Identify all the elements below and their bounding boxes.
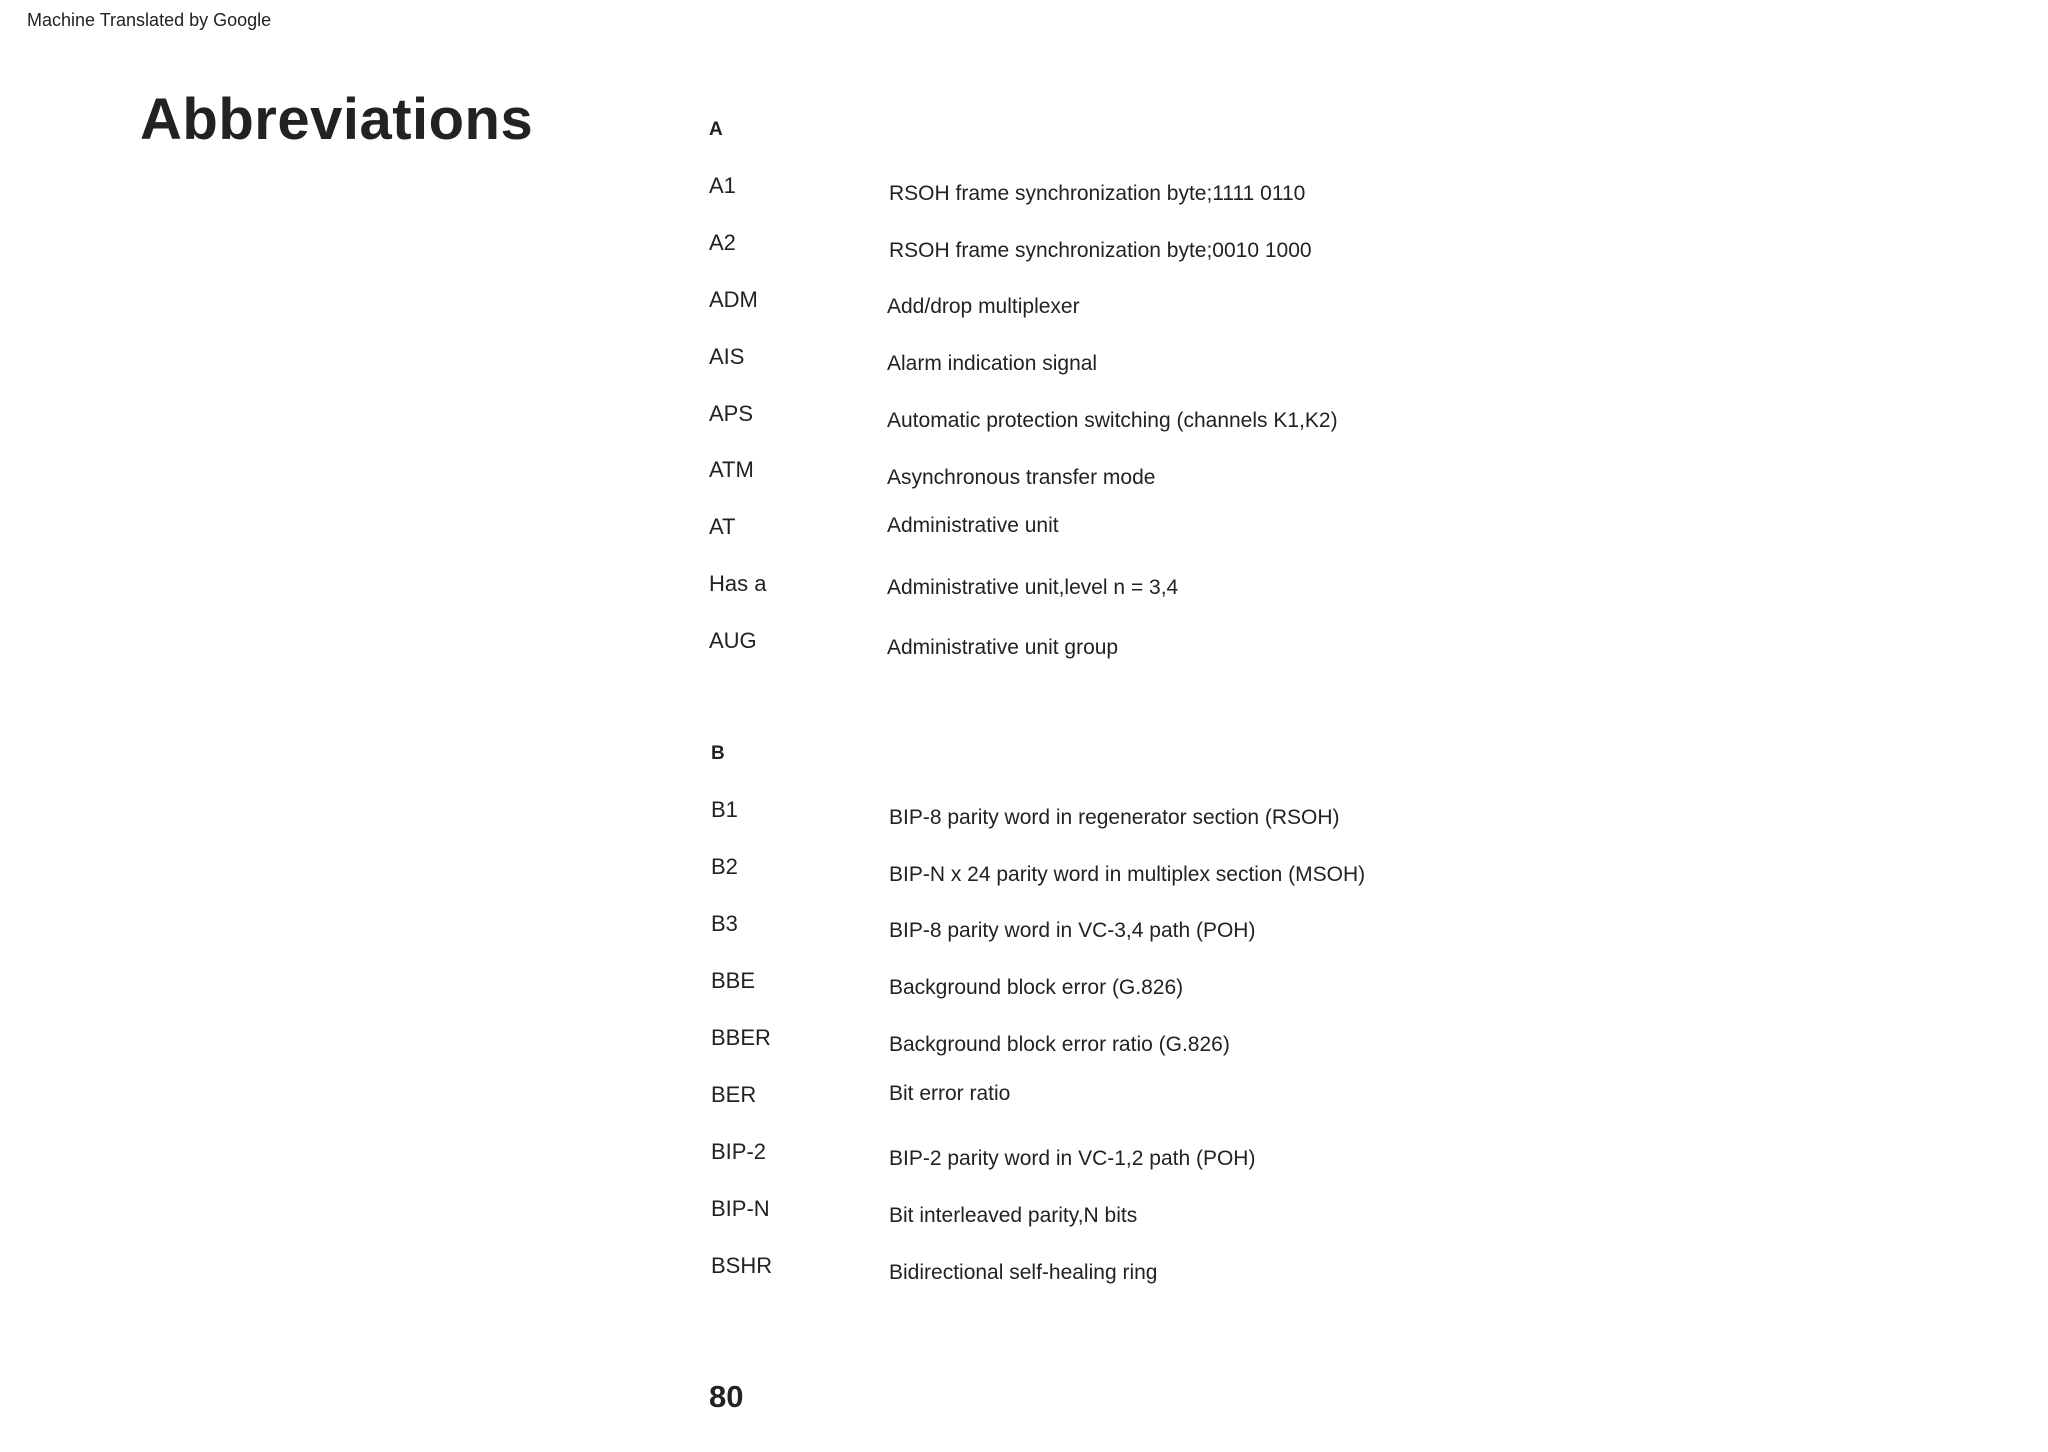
abbr-term: B3 [711,911,738,936]
abbr-term: BSHR [711,1253,773,1278]
abbr-term: ATM [709,457,754,482]
section-heading-a: A [709,119,723,140]
abbr-definition: Automatic protection switching (channels K1,K2) [887,409,1338,432]
abbr-term: AIS [709,344,745,369]
abbr-term: ADM [709,287,758,312]
page-number: 80 [709,1379,744,1414]
abbr-definition: Background block error ratio (G.826) [889,1033,1230,1056]
abbr-term: A2 [709,230,736,255]
abbr-definition: BIP-8 parity word in VC-3,4 path (POH) [889,919,1256,942]
machine-translated-note: Machine Translated by Google [27,10,272,30]
abbr-definition: RSOH frame synchronization byte;0010 1000 [889,239,1312,262]
abbr-definition: Administrative unit group [887,636,1119,659]
abbr-term: BIP-2 [711,1139,767,1164]
section-heading-b: B [711,743,725,764]
abbr-definition: RSOH frame synchronization byte;1111 0110 [889,182,1306,205]
abbr-term: BIP-N [711,1196,770,1221]
abbr-definition: Add/drop multiplexer [887,295,1080,318]
abbr-definition: Bidirectional self-healing ring [889,1261,1158,1284]
abbr-term: BER [711,1082,757,1107]
abbr-definition: Alarm indication signal [887,352,1098,375]
page-title: Abbreviations [140,87,534,152]
abbr-definition: Bit error ratio [889,1082,1011,1105]
abbr-term: AT [709,514,736,539]
abbr-definition: Administrative unit,level n = 3,4 [887,576,1179,599]
abbr-definition: BIP-8 parity word in regenerator section (RSOH) [889,806,1340,829]
abbr-definition: BIP-N x 24 parity word in multiplex section (MSOH) [889,863,1366,886]
abbr-term: APS [709,401,754,426]
abbr-definition: Bit interleaved parity,N bits [889,1204,1138,1227]
abbr-term: B1 [711,797,738,822]
abbr-term: BBE [711,968,756,993]
abbr-definition: Background block error (G.826) [889,976,1184,999]
abbr-definition: Asynchronous transfer mode [887,466,1156,489]
abbr-definition: BIP-2 parity word in VC-1,2 path (POH) [889,1147,1256,1170]
abbr-definition: Administrative unit [887,514,1059,537]
abbr-term: B2 [711,854,738,879]
abbr-term: BBER [711,1025,771,1050]
abbr-term: A1 [709,173,736,198]
abbr-term: AUG [709,628,757,653]
abbr-term: Has a [709,571,767,596]
